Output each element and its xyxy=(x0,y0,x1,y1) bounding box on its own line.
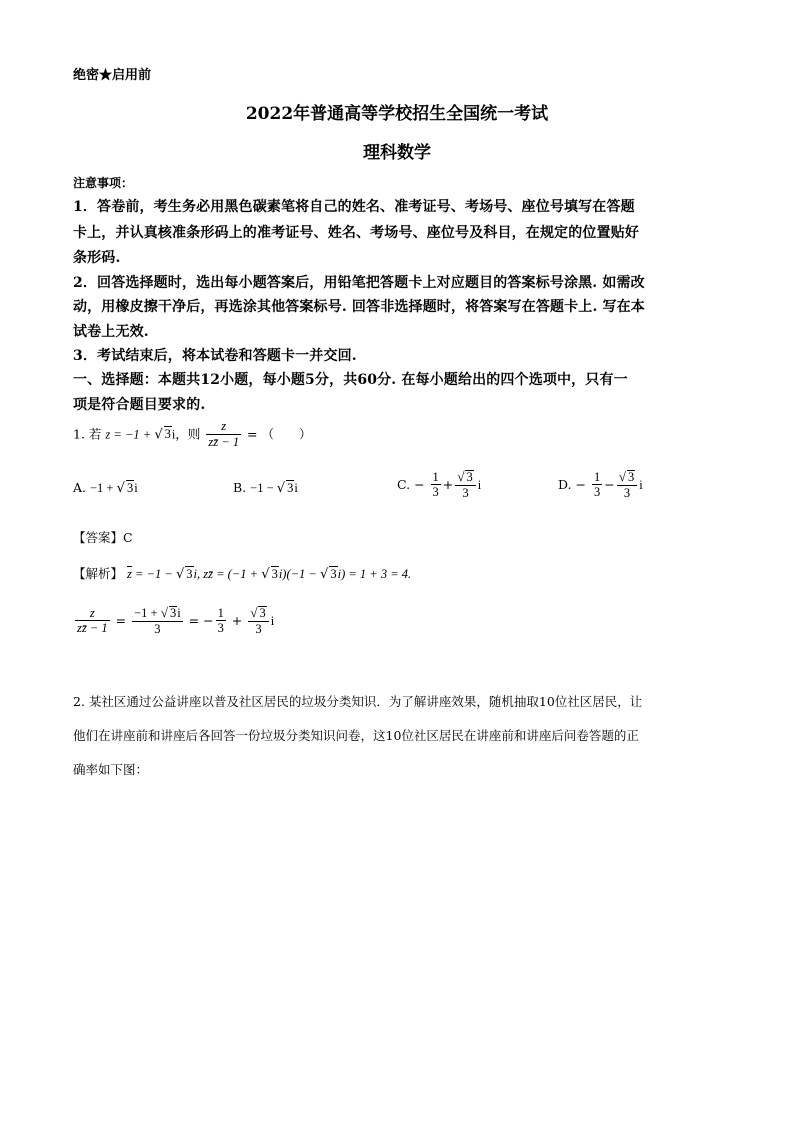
sqrt-3: 3 xyxy=(627,470,635,484)
frac-den: 3 xyxy=(255,621,262,636)
fraction xyxy=(216,607,226,637)
fraction: $\frac{√ 3}{3}$ xyxy=(617,470,637,501)
sqrt-3: 3 xyxy=(466,470,473,484)
q1-mid: ，则 xyxy=(175,426,201,442)
question-2-line: 确率如下图： xyxy=(73,762,149,777)
question-1: 1. 若 z = −1 + √ 3i，则 $\frac{z}{zz̄ - 1}$ = （ ） xyxy=(73,419,312,449)
choice-text: −1 + xyxy=(90,481,117,495)
sign: − xyxy=(414,476,425,492)
answer-tag: 【答案】 xyxy=(73,530,124,545)
imag-unit: i xyxy=(134,481,138,495)
frac-num: z xyxy=(206,420,241,435)
q1-eq: z = −1 + xyxy=(105,427,155,442)
frac-den: 3 xyxy=(217,621,224,636)
exam-title: 2022年普通高等学校招生全国统一考试 xyxy=(245,104,549,124)
sqrt-3: 3 xyxy=(259,606,266,620)
sqrt-3: 3 xyxy=(186,567,193,581)
question-2-line: 他们在讲座前和讲座后各回答一份垃圾分类知识问卷，这10位社区居民在讲座前和讲座后问卷答题的正 xyxy=(73,728,639,743)
notice-line: 条形码. xyxy=(73,250,121,266)
imag-unit: i xyxy=(294,481,298,495)
question-2-line: 2. 某社区通过公益讲座以普及社区居民的垃圾分类知识．为了解讲座效果，随机抽取10位社区居民，让 xyxy=(73,694,643,709)
sqrt-3: 3 xyxy=(330,567,337,581)
sqrt-3: 3 xyxy=(271,567,278,581)
solution-tag: 【解析】 xyxy=(73,566,124,581)
notice-line: 3．考试结束后，将本试卷和答题卡一并交回. xyxy=(73,348,357,364)
frac-den: 3 xyxy=(623,485,631,500)
section-heading: 项是符合题目要求的. xyxy=(73,397,206,413)
choice-d xyxy=(558,470,643,501)
frac-num: −1 + xyxy=(134,606,161,620)
choice-a: A. −1 + √ 3i xyxy=(73,480,138,496)
sol-text: i) = 1 + 3 = 4. xyxy=(337,567,412,581)
frac-num: 1 xyxy=(217,605,224,620)
notice-line: 1．答卷前，考生务必用黑色碳素笔将自己的姓名、准考证号、考场号、座位号填写在答题 xyxy=(73,199,635,215)
frac-num: z xyxy=(75,607,110,622)
choice-label: A. xyxy=(73,480,87,495)
sol-text: = − xyxy=(184,612,214,628)
sol-text: i)(−1 − xyxy=(278,567,320,581)
imag-unit: i xyxy=(270,613,275,628)
confidential-label: 绝密★启用前 xyxy=(73,68,152,83)
z-bar: $\overline{z}$ xyxy=(127,567,132,581)
subject-title: 理科数学 xyxy=(363,143,431,163)
sqrt-3: 3 xyxy=(126,481,134,495)
fraction xyxy=(431,471,441,501)
q1-suffix: = （ ） xyxy=(243,426,312,442)
choice-b: B. −1 − √ 3i xyxy=(233,480,298,496)
fraction: $\frac{-1 + √ 3i}{3}$ xyxy=(134,605,181,636)
choice-label: B. xyxy=(233,480,247,495)
fraction xyxy=(75,607,110,637)
choice-text: −1 − xyxy=(250,481,277,495)
fraction: $\frac{√ 3}{3}$ xyxy=(248,606,268,637)
notice-line: 卡上，并认真核准条形码上的准考证号、姓名、考场号、座位号及科目，在规定的位置贴好 xyxy=(73,225,639,241)
fraction: $\frac{√ 3}{3}$ xyxy=(455,470,475,501)
answer-value: C xyxy=(123,530,133,545)
q1-fraction xyxy=(206,420,241,450)
fraction xyxy=(592,471,602,501)
sol-text: + xyxy=(227,612,247,628)
sign: − xyxy=(604,476,615,492)
sqrt-3: 3 xyxy=(169,606,177,620)
sol-text: i, zz̄ = (−1 + xyxy=(193,567,262,581)
choice-label: D. xyxy=(558,476,572,492)
notice-line: 动，用橡皮擦干净后，再选涂其他答案标号. 回答非选择题时，将答案写在答题卡上. 写在本 xyxy=(73,299,645,315)
imag-unit: i xyxy=(639,477,643,492)
notice-heading: 注意事项： xyxy=(73,176,134,190)
sign: − xyxy=(575,476,587,492)
sqrt-3: 3 xyxy=(164,427,171,442)
q1-prefix: 1. 若 xyxy=(73,426,102,442)
imag-unit: i xyxy=(171,427,176,442)
notice-line: 试卷上无效. xyxy=(73,324,149,340)
sqrt-3: 3 xyxy=(287,481,294,495)
solution-line-1: 【解析】 $\overline{z} = -1$ − √ 3i, zz̄ = (−1 + √ 3i)(−1 − √ 3i) = 1 + 3 = 4. xyxy=(73,566,412,582)
imag-unit: i xyxy=(177,606,181,620)
frac-num: 1 xyxy=(432,469,439,484)
choice-label: C. xyxy=(397,476,411,492)
answer xyxy=(73,528,133,546)
frac-den: zz̄ − 1 xyxy=(77,621,108,636)
section-heading: 一、选择题：本题共12小题，每小题5分，共60分. 在每小题给出的四个选项中，只有一 xyxy=(73,372,628,388)
sol-text: = −1 − xyxy=(131,567,176,581)
notice-line: 2．回答选择题时，选出每小题答案后，用铅笔把答题卡上对应题目的答案标号涂黑. 如需改 xyxy=(73,275,645,291)
choice-c xyxy=(397,470,481,501)
frac-num: 1 xyxy=(594,469,601,484)
sign: + xyxy=(442,476,454,492)
imag-unit: i xyxy=(477,477,482,492)
frac-den: 3 xyxy=(432,485,439,500)
frac-den: zz̄ − 1 xyxy=(208,434,240,449)
frac-den: 3 xyxy=(594,485,601,500)
solution-line-2: $\frac{z}{zz̄ - 1}$ = $\frac{-1 + √ 3i}{3}$ = − $\frac{1}{3}$ + $\frac{√ 3}{3}$ i xyxy=(77,605,275,636)
frac-den: 3 xyxy=(154,621,161,636)
frac-den: 3 xyxy=(462,485,469,500)
